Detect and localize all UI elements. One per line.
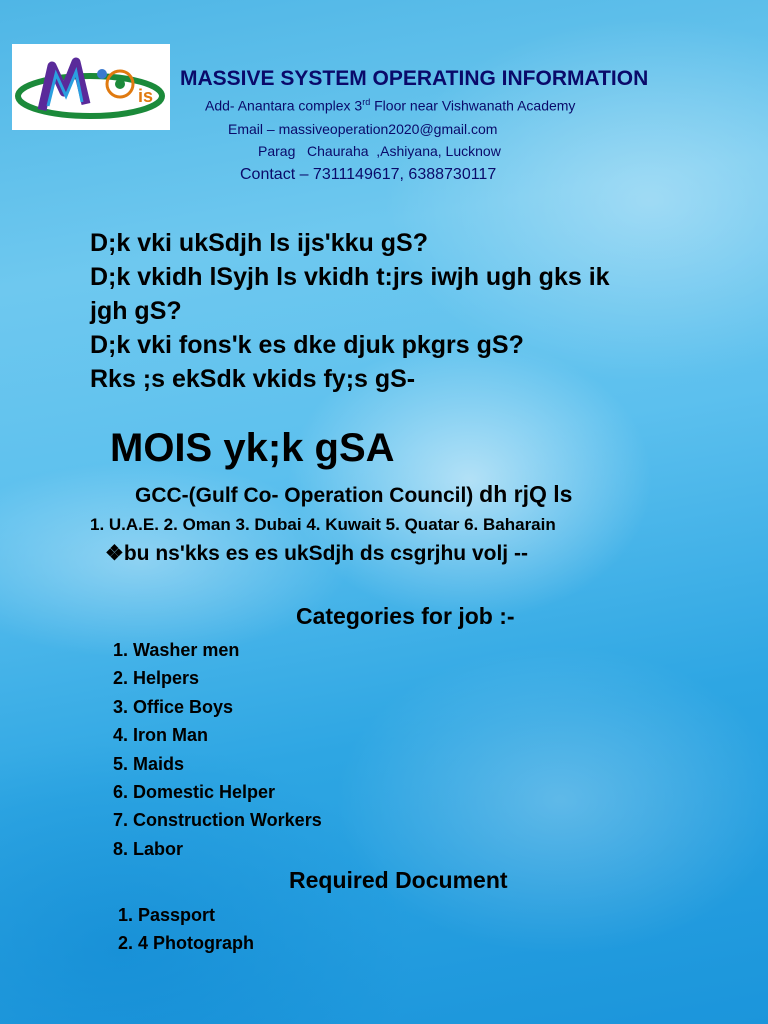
- intro-line: D;k vkidh lSyjh ls vkidh t:jrs iwjh ugh gks ik: [90, 263, 610, 291]
- intro-line: D;k vki fons'k es dke djuk pkgrs gS?: [90, 331, 524, 359]
- list-item: 6. Domestic Helper: [113, 781, 276, 802]
- list-item: 3. Office Boys: [113, 696, 234, 717]
- company-email: Email – massiveoperation2020@gmail.com: [228, 121, 498, 137]
- list-item: 2. 4 Photograph: [118, 933, 255, 953]
- company-address: Add- Anantara complex 3rd Floor near Vishwanath Academy: [205, 97, 576, 114]
- list-item: 1. Passport: [118, 905, 216, 925]
- mois-headline-rest: yk;k gSA: [223, 426, 395, 470]
- job-category-list: [113, 636, 322, 863]
- mois-brand: MOIS: [110, 426, 213, 470]
- required-documents-list: [118, 901, 254, 957]
- intro-line: jgh gS?: [90, 297, 182, 325]
- company-logo: [12, 44, 170, 130]
- gcc-line: GCC-(Gulf Co- Operation Council) dh rjQ ls: [135, 481, 573, 507]
- list-item: 4. Iron Man: [113, 725, 209, 746]
- svg-text:is: is: [138, 86, 154, 106]
- list-item: 8. Labor: [113, 838, 184, 859]
- company-title: MASSIVE SYSTEM OPERATING INFORMATION: [180, 67, 649, 90]
- intro-line: Rks ;s ekSdk vkids fy;s gS-: [90, 365, 416, 393]
- list-item: 1. Washer men: [113, 640, 240, 660]
- required-documents-title: Required Document: [289, 867, 508, 893]
- mois-headline: [110, 426, 395, 471]
- intro-line: D;k vki ukSdjh ls ijs'kku gS?: [90, 229, 428, 257]
- categories-title: Categories for job :-: [296, 603, 515, 629]
- list-item: 7. Construction Workers: [113, 810, 322, 831]
- company-location: Parag Chauraha ,Ashiyana, Lucknow: [258, 143, 501, 159]
- country-list: 1. U.A.E. 2. Oman 3. Dubai 4. Kuwait 5. Quatar 6. Baharain: [90, 515, 556, 534]
- list-item: 5. Maids: [113, 753, 185, 774]
- opportunity-line: ❖bu ns'kks es es ukSdjh ds csgrjhu volj --: [105, 542, 528, 565]
- list-item: 2. Helpers: [113, 668, 200, 689]
- diamond-bullet-icon: ❖: [105, 542, 124, 565]
- company-contact: Contact – 7311149617, 6388730117: [240, 166, 497, 183]
